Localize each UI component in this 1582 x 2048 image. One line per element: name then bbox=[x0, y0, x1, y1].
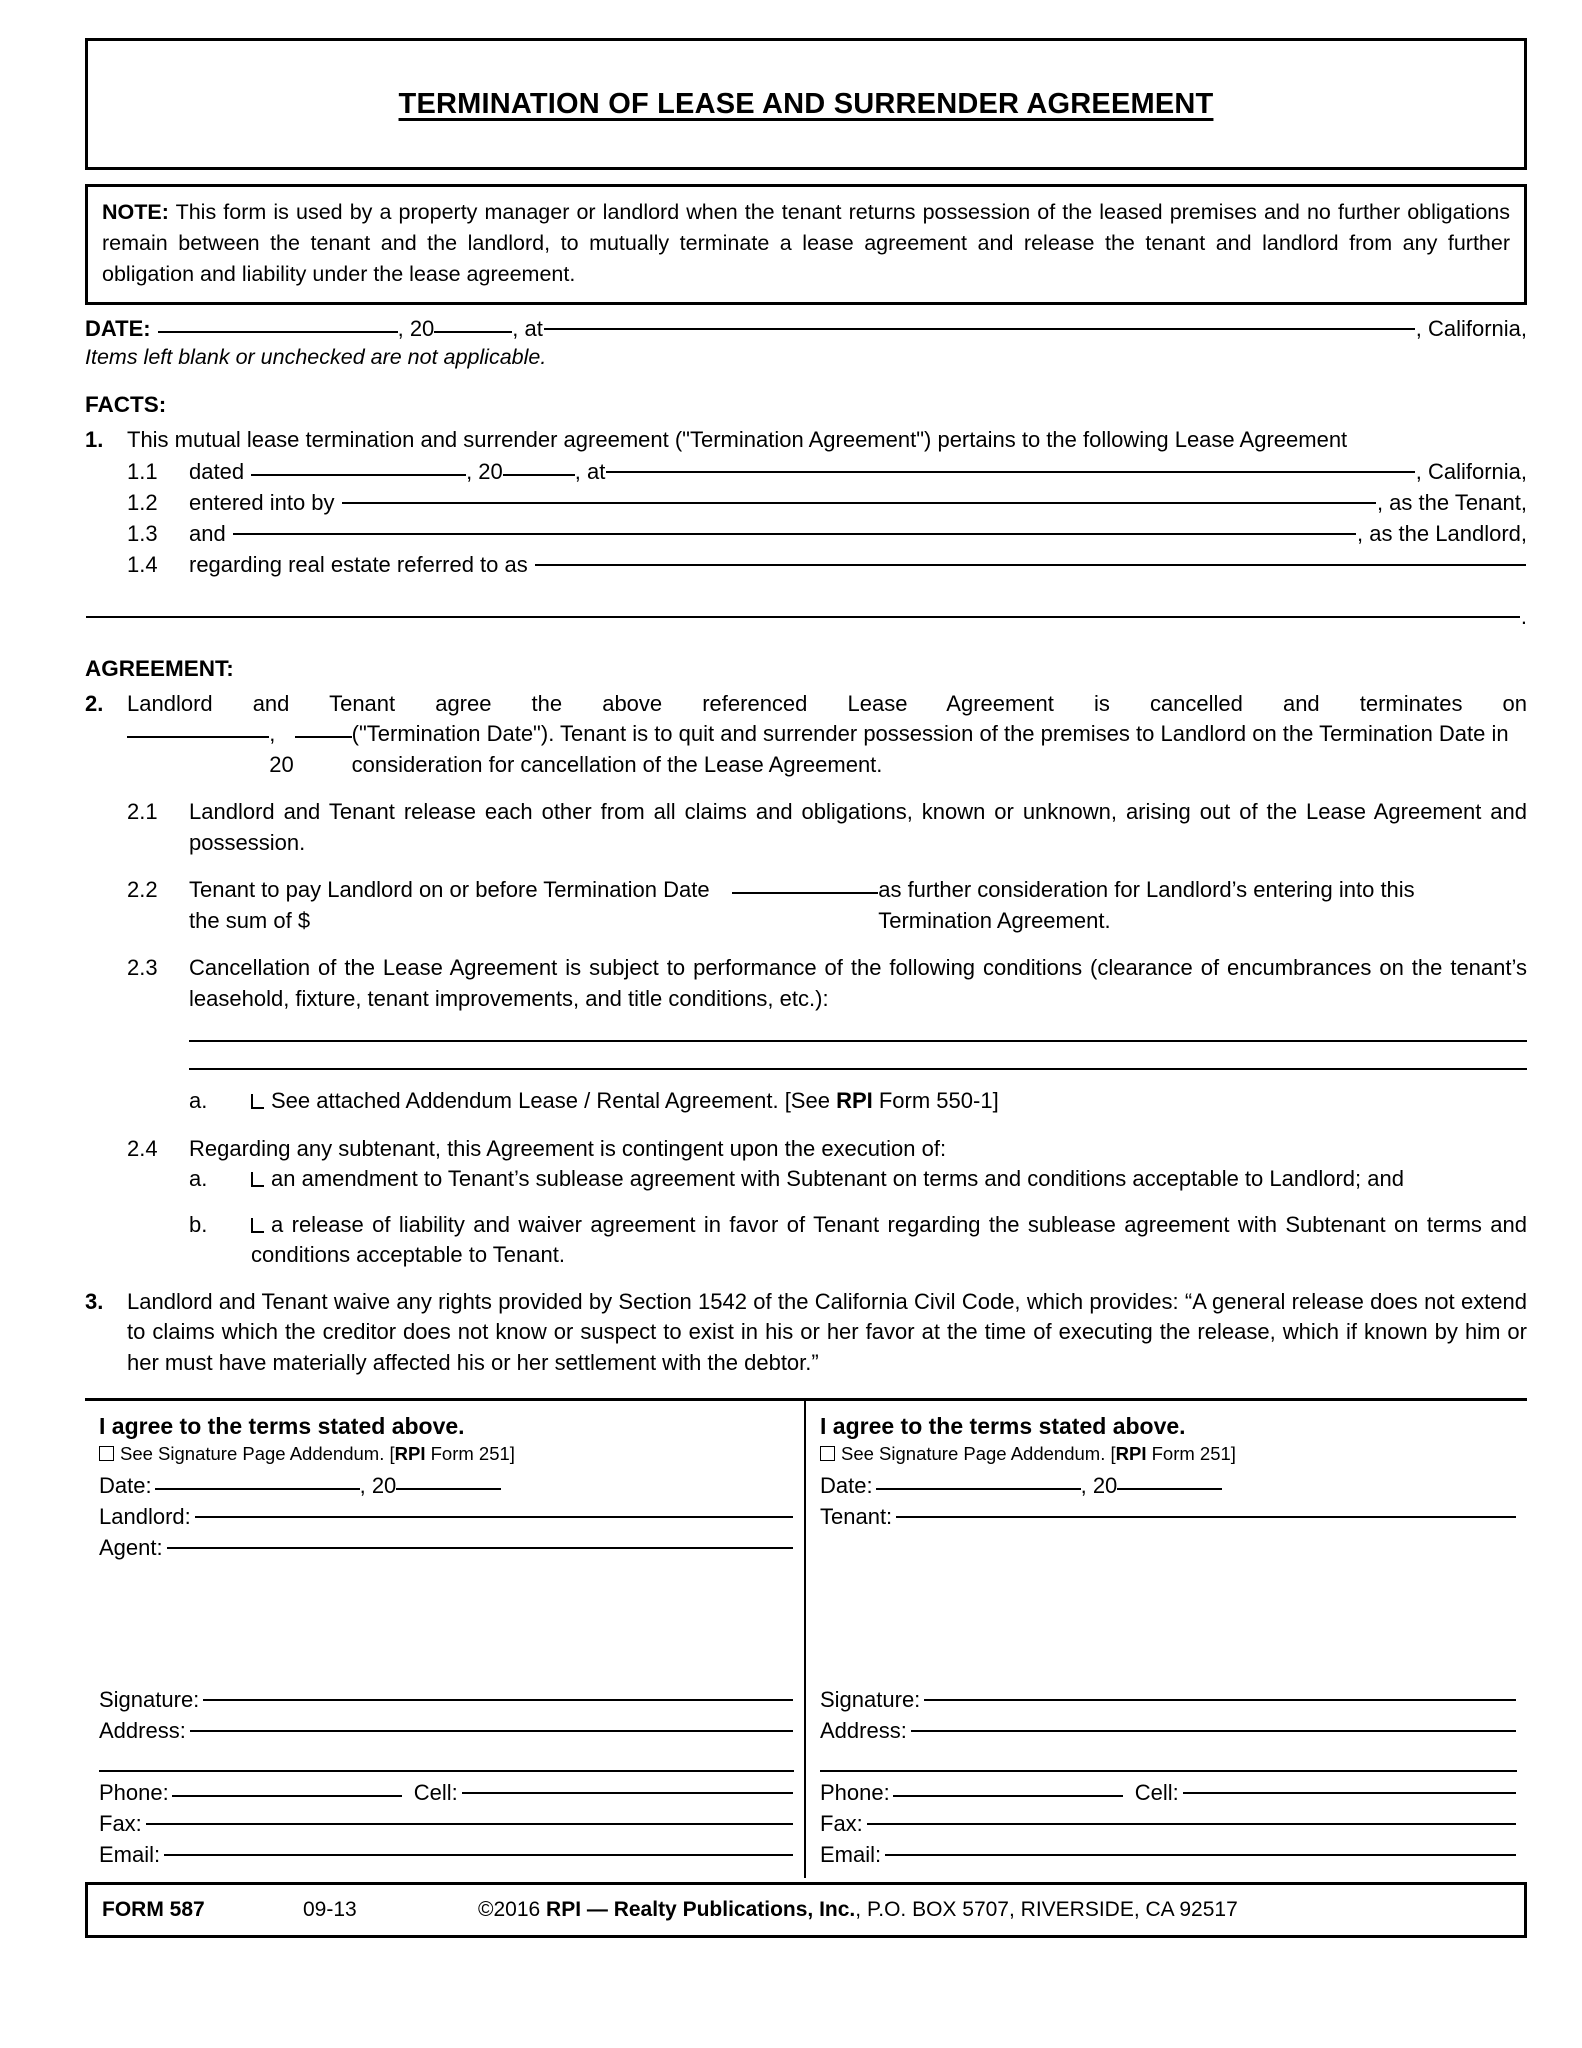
clause-2-3-condition-rule-2[interactable] bbox=[189, 1068, 1527, 1070]
checkbox-sublease-amendment-icon[interactable] bbox=[251, 1172, 264, 1187]
signature-right-address-label: Address: bbox=[820, 1718, 907, 1743]
checkbox-signature-page-addendum-right-icon[interactable] bbox=[820, 1446, 835, 1461]
clause-1-2-label: entered into by bbox=[189, 489, 335, 515]
signature-left-address-rule[interactable] bbox=[190, 1730, 793, 1732]
clause-3-number: 3. bbox=[85, 1288, 104, 1314]
signature-left-signature-label: Signature: bbox=[99, 1687, 200, 1712]
clause-2-1-text: Landlord and Tenant release each other from all claims and obligations, known or unknown, arising out of the Lease Agreement and possession. bbox=[189, 799, 1527, 855]
signature-right-signature-row bbox=[820, 1684, 1517, 1715]
signature-right-phone-rule[interactable] bbox=[893, 1795, 1123, 1797]
date-city-rule[interactable] bbox=[544, 328, 1415, 330]
clause-1-3-landlord-rule[interactable] bbox=[233, 533, 1356, 535]
clause-2-4-b-text: a release of liability and waiver agreement in favor of Tenant regarding the sublease agreement with Subtenant on terms and conditions acceptable to Tenant. bbox=[251, 1211, 1527, 1267]
signature-left-address-rule-2[interactable] bbox=[99, 1770, 794, 1772]
clause-2-4-number: 2.4 bbox=[127, 1135, 158, 1161]
signature-right-addendum-before: See Signature Page Addendum. [ bbox=[841, 1443, 1116, 1464]
clause-1-number: 1. bbox=[85, 427, 104, 452]
signature-left-date-row bbox=[99, 1470, 794, 1501]
signature-right-fax-label: Fax: bbox=[820, 1811, 863, 1836]
clause-2-3-a-brand: RPI bbox=[836, 1088, 873, 1113]
signature-right-signature-rule[interactable] bbox=[924, 1699, 1516, 1701]
checkbox-release-waiver-icon[interactable] bbox=[251, 1218, 264, 1233]
clause-1-4 bbox=[127, 549, 1527, 580]
clause-2-2-text-before: Tenant to pay Landlord on or before Termination Date the sum of $ bbox=[189, 877, 710, 933]
clause-2-3-a-text-before: See attached Addendum Lease / Rental Agreement. [See bbox=[271, 1088, 837, 1113]
footer-box bbox=[85, 1882, 1527, 1938]
date-at-label: , at bbox=[512, 316, 543, 341]
signature-left-signature-rule[interactable] bbox=[203, 1699, 793, 1701]
signature-right-address-rule[interactable] bbox=[911, 1730, 1516, 1732]
clause-2-4-a-text: an amendment to Tenant’s sublease agreement with Subtenant on terms and conditions acceptable to Landlord; and bbox=[271, 1166, 1404, 1191]
clause-2-text-before: Landlord and Tenant agree the above referenced Lease Agreement is cancelled and terminates on bbox=[127, 690, 1527, 716]
clause-1-1-suffix: , California, bbox=[1415, 458, 1527, 484]
clause-1-1-number: 1.1 bbox=[127, 458, 158, 484]
note-paragraph bbox=[102, 197, 1510, 290]
clause-2-3-text: Cancellation of the Lease Agreement is subject to performance of the following conditions (clearance of encumbrances on the tenant’s leasehold, fixture, tenant improvements, and title conditions, etc.): bbox=[189, 955, 1527, 1011]
clause-2-3-a-number: a. bbox=[189, 1088, 208, 1113]
signature-left-fax-row bbox=[99, 1808, 794, 1839]
clause-2-4-a bbox=[189, 1164, 1527, 1195]
signature-left-title: I agree to the terms stated above. bbox=[99, 1413, 465, 1439]
signature-right-cell-rule[interactable] bbox=[1183, 1792, 1516, 1794]
date-input-rule[interactable] bbox=[158, 331, 398, 333]
signature-right-cell-label: Cell: bbox=[1134, 1780, 1179, 1805]
date-state-suffix: , California, bbox=[1415, 316, 1527, 341]
signature-left-fax-rule[interactable] bbox=[146, 1823, 793, 1825]
signature-right-email-label: Email: bbox=[820, 1842, 882, 1867]
clause-2-4-a-number: a. bbox=[189, 1166, 208, 1191]
clause-1-2-number: 1.2 bbox=[127, 489, 158, 515]
clause-1-1-year-rule[interactable] bbox=[503, 474, 575, 476]
clause-1-3 bbox=[127, 518, 1527, 549]
clause-2-3 bbox=[127, 953, 1527, 1070]
signature-left-date-year-prefix: , 20 bbox=[359, 1473, 397, 1498]
clause-1-4-property-rule-2[interactable] bbox=[86, 616, 1520, 618]
clause-1-3-label: and bbox=[189, 520, 226, 546]
date-year-rule[interactable] bbox=[434, 331, 512, 333]
signature-right-fax-row bbox=[820, 1808, 1517, 1839]
signature-left-addendum bbox=[99, 1442, 794, 1466]
clause-2-3-a bbox=[189, 1086, 1527, 1117]
signature-left-phone-rule[interactable] bbox=[172, 1795, 402, 1797]
clause-1-1-at-label: , at bbox=[574, 458, 606, 484]
clause-2-4 bbox=[127, 1134, 1527, 1165]
footer-revision-date: 09-13 bbox=[303, 1898, 357, 1921]
signature-left-address-label: Address: bbox=[99, 1718, 186, 1743]
clause-1-4-property-rule[interactable] bbox=[535, 564, 1526, 566]
signature-left-email-label: Email: bbox=[99, 1842, 161, 1867]
clause-2-2-amount-rule[interactable] bbox=[732, 892, 879, 894]
signature-block-tenant bbox=[806, 1401, 1527, 1878]
clause-1-1-date-rule[interactable] bbox=[251, 474, 466, 476]
facts-heading: FACTS: bbox=[85, 392, 167, 417]
signature-left-agent-label: Agent: bbox=[99, 1535, 163, 1560]
clause-2-3-a-text-after: Form 550-1] bbox=[872, 1088, 999, 1113]
signature-right-date-label: Date: bbox=[820, 1473, 873, 1498]
signature-left-date-rule[interactable] bbox=[155, 1488, 360, 1490]
signature-left-email-row bbox=[99, 1839, 794, 1870]
signature-right-phone-row bbox=[820, 1777, 1517, 1808]
clause-1-1-label: dated bbox=[189, 458, 245, 484]
signature-left-agent-row bbox=[99, 1532, 794, 1563]
footer-form-number: FORM 587 bbox=[102, 1898, 205, 1921]
signature-right-date-year-prefix: , 20 bbox=[1080, 1473, 1118, 1498]
clause-1-4-number: 1.4 bbox=[127, 551, 158, 577]
signature-left-phone-label: Phone: bbox=[99, 1780, 169, 1805]
clause-2-year-rule[interactable] bbox=[295, 736, 352, 738]
clause-2-text-after: ("Termination Date"). Tenant is to quit and surrender possession of the premises to Landlord on the Termination Date in consideration for cancellation of the Lease Agreement. bbox=[351, 721, 1509, 777]
clause-1-1-year-prefix: , 20 bbox=[466, 458, 503, 484]
form-title-box bbox=[85, 38, 1527, 170]
date-line bbox=[85, 314, 1527, 344]
signature-left-agent-rule[interactable] bbox=[167, 1547, 793, 1549]
clause-2-1 bbox=[127, 797, 1527, 858]
clause-2-3-condition-rule-1[interactable] bbox=[189, 1040, 1527, 1042]
clause-2-year-prefix: , 20 bbox=[269, 721, 294, 777]
clause-2-3-number: 2.3 bbox=[127, 955, 158, 980]
signature-right-addendum bbox=[820, 1442, 1517, 1466]
signature-left-address-row bbox=[99, 1715, 794, 1746]
blank-items-notice: Items left blank or unchecked are not applicable. bbox=[85, 345, 547, 369]
signature-right-date-rule[interactable] bbox=[876, 1488, 1081, 1490]
clause-1-4-continuation bbox=[85, 602, 1527, 632]
signature-right-fax-rule[interactable] bbox=[867, 1823, 1516, 1825]
signature-left-cell-label: Cell: bbox=[413, 1780, 458, 1805]
signature-left-addendum-before: See Signature Page Addendum. [ bbox=[120, 1443, 395, 1464]
signature-left-party-label: Landlord: bbox=[99, 1504, 191, 1529]
clause-1-2 bbox=[127, 487, 1527, 518]
signature-left-fax-label: Fax: bbox=[99, 1811, 142, 1836]
footer-copyright bbox=[478, 1898, 1238, 1922]
signature-left-addendum-brand: RPI bbox=[394, 1443, 426, 1464]
signature-right-date-year-rule[interactable] bbox=[1117, 1488, 1222, 1490]
signature-right-party-label: Tenant: bbox=[820, 1504, 893, 1529]
signature-left-email-rule[interactable] bbox=[164, 1854, 793, 1856]
clause-1-4-label: regarding real estate referred to as bbox=[189, 551, 528, 577]
date-year-prefix: , 20 bbox=[397, 316, 435, 341]
signature-left-addendum-after: Form 251] bbox=[425, 1443, 515, 1464]
footer-copyright-after: , P.O. BOX 5707, RIVERSIDE, CA 92517 bbox=[855, 1898, 1238, 1921]
signature-right-date-row bbox=[820, 1470, 1517, 1501]
footer-copyright-brand: RPI — Realty Publications, Inc. bbox=[546, 1898, 856, 1921]
signature-right-title: I agree to the terms stated above. bbox=[820, 1413, 1186, 1439]
signature-section bbox=[85, 1398, 1527, 1878]
signature-left-phone-row bbox=[99, 1777, 794, 1808]
signature-right-addendum-after: Form 251] bbox=[1146, 1443, 1236, 1464]
clause-1-4-suffix: . bbox=[1520, 603, 1527, 629]
signature-left-date-label: Date: bbox=[99, 1473, 152, 1498]
signature-left-party-rule[interactable] bbox=[195, 1516, 793, 1518]
clause-2-termination-date-rule[interactable] bbox=[127, 736, 269, 738]
date-label: DATE: bbox=[85, 316, 151, 341]
agreement-heading: AGREEMENT: bbox=[85, 655, 234, 681]
note-box bbox=[85, 184, 1527, 305]
signature-left-signature-row bbox=[99, 1684, 794, 1715]
page-title: TERMINATION OF LEASE AND SURRENDER AGREEMENT bbox=[398, 87, 1214, 120]
clause-1-2-tenant-rule[interactable] bbox=[342, 502, 1376, 504]
clause-2-4-b bbox=[189, 1210, 1527, 1271]
clause-1-3-suffix: , as the Landlord, bbox=[1356, 520, 1527, 546]
clause-2-number: 2. bbox=[85, 690, 104, 716]
clause-3 bbox=[85, 1287, 1527, 1379]
signature-right-email-row bbox=[820, 1839, 1517, 1870]
signature-right-party-rule[interactable] bbox=[896, 1516, 1516, 1518]
clause-1-2-suffix: , as the Tenant, bbox=[1376, 489, 1527, 515]
signature-right-tenant-row bbox=[820, 1501, 1517, 1532]
clause-2-1-number: 2.1 bbox=[127, 799, 158, 824]
note-label: NOTE: bbox=[102, 200, 169, 224]
signature-left-cell-rule[interactable] bbox=[462, 1792, 793, 1794]
signature-left-landlord-row bbox=[99, 1501, 794, 1532]
signature-right-address-rule-2[interactable] bbox=[820, 1770, 1517, 1772]
footer-copyright-before: ©2016 bbox=[478, 1898, 547, 1921]
signature-right-email-rule[interactable] bbox=[885, 1854, 1516, 1856]
clause-2-4-text: Regarding any subtenant, this Agreement is contingent upon the execution of: bbox=[189, 1135, 947, 1161]
signature-right-phone-label: Phone: bbox=[820, 1780, 890, 1805]
signature-left-date-year-rule[interactable] bbox=[396, 1488, 501, 1490]
clause-2-2 bbox=[127, 875, 1527, 936]
checkbox-signature-page-addendum-left-icon[interactable] bbox=[99, 1446, 114, 1461]
clause-3-text: Landlord and Tenant waive any rights provided by Section 1542 of the California Civil Code, which provides: “A general release does not extend to claims which the creditor does not know or suspect to exist in his or her favor at the time of executing the release, which if known by him or her must have materially affected his or her settlement with the debtor.” bbox=[127, 1288, 1527, 1375]
clause-1 bbox=[85, 425, 1527, 580]
clause-1-text: This mutual lease termination and surrender agreement ("Termination Agreement") pertains to the following Lease Agreement bbox=[127, 427, 1348, 452]
clause-2 bbox=[85, 689, 1527, 781]
checkbox-addendum-lease-icon[interactable] bbox=[251, 1094, 264, 1109]
signature-right-signature-label: Signature: bbox=[820, 1687, 921, 1712]
signature-block-landlord bbox=[85, 1401, 806, 1878]
clause-1-1-city-rule[interactable] bbox=[606, 471, 1414, 473]
clause-1-1 bbox=[127, 456, 1527, 487]
clause-1-3-number: 1.3 bbox=[127, 520, 158, 546]
signature-right-addendum-brand: RPI bbox=[1115, 1443, 1147, 1464]
clause-2-4-b-number: b. bbox=[189, 1211, 208, 1237]
clause-2-2-number: 2.2 bbox=[127, 877, 158, 902]
clause-2-2-text-after: as further consideration for Landlord’s entering into this Termination Agreement. bbox=[878, 877, 1415, 933]
signature-right-address-row bbox=[820, 1715, 1517, 1746]
note-text: This form is used by a property manager or landlord when the tenant returns possession of the leased premises and no further obligations remain between the tenant and the landlord, to mutually terminate a lease agreement and release the tenant and landlord from any further obligation and liability under the lease agreement. bbox=[102, 200, 1510, 286]
